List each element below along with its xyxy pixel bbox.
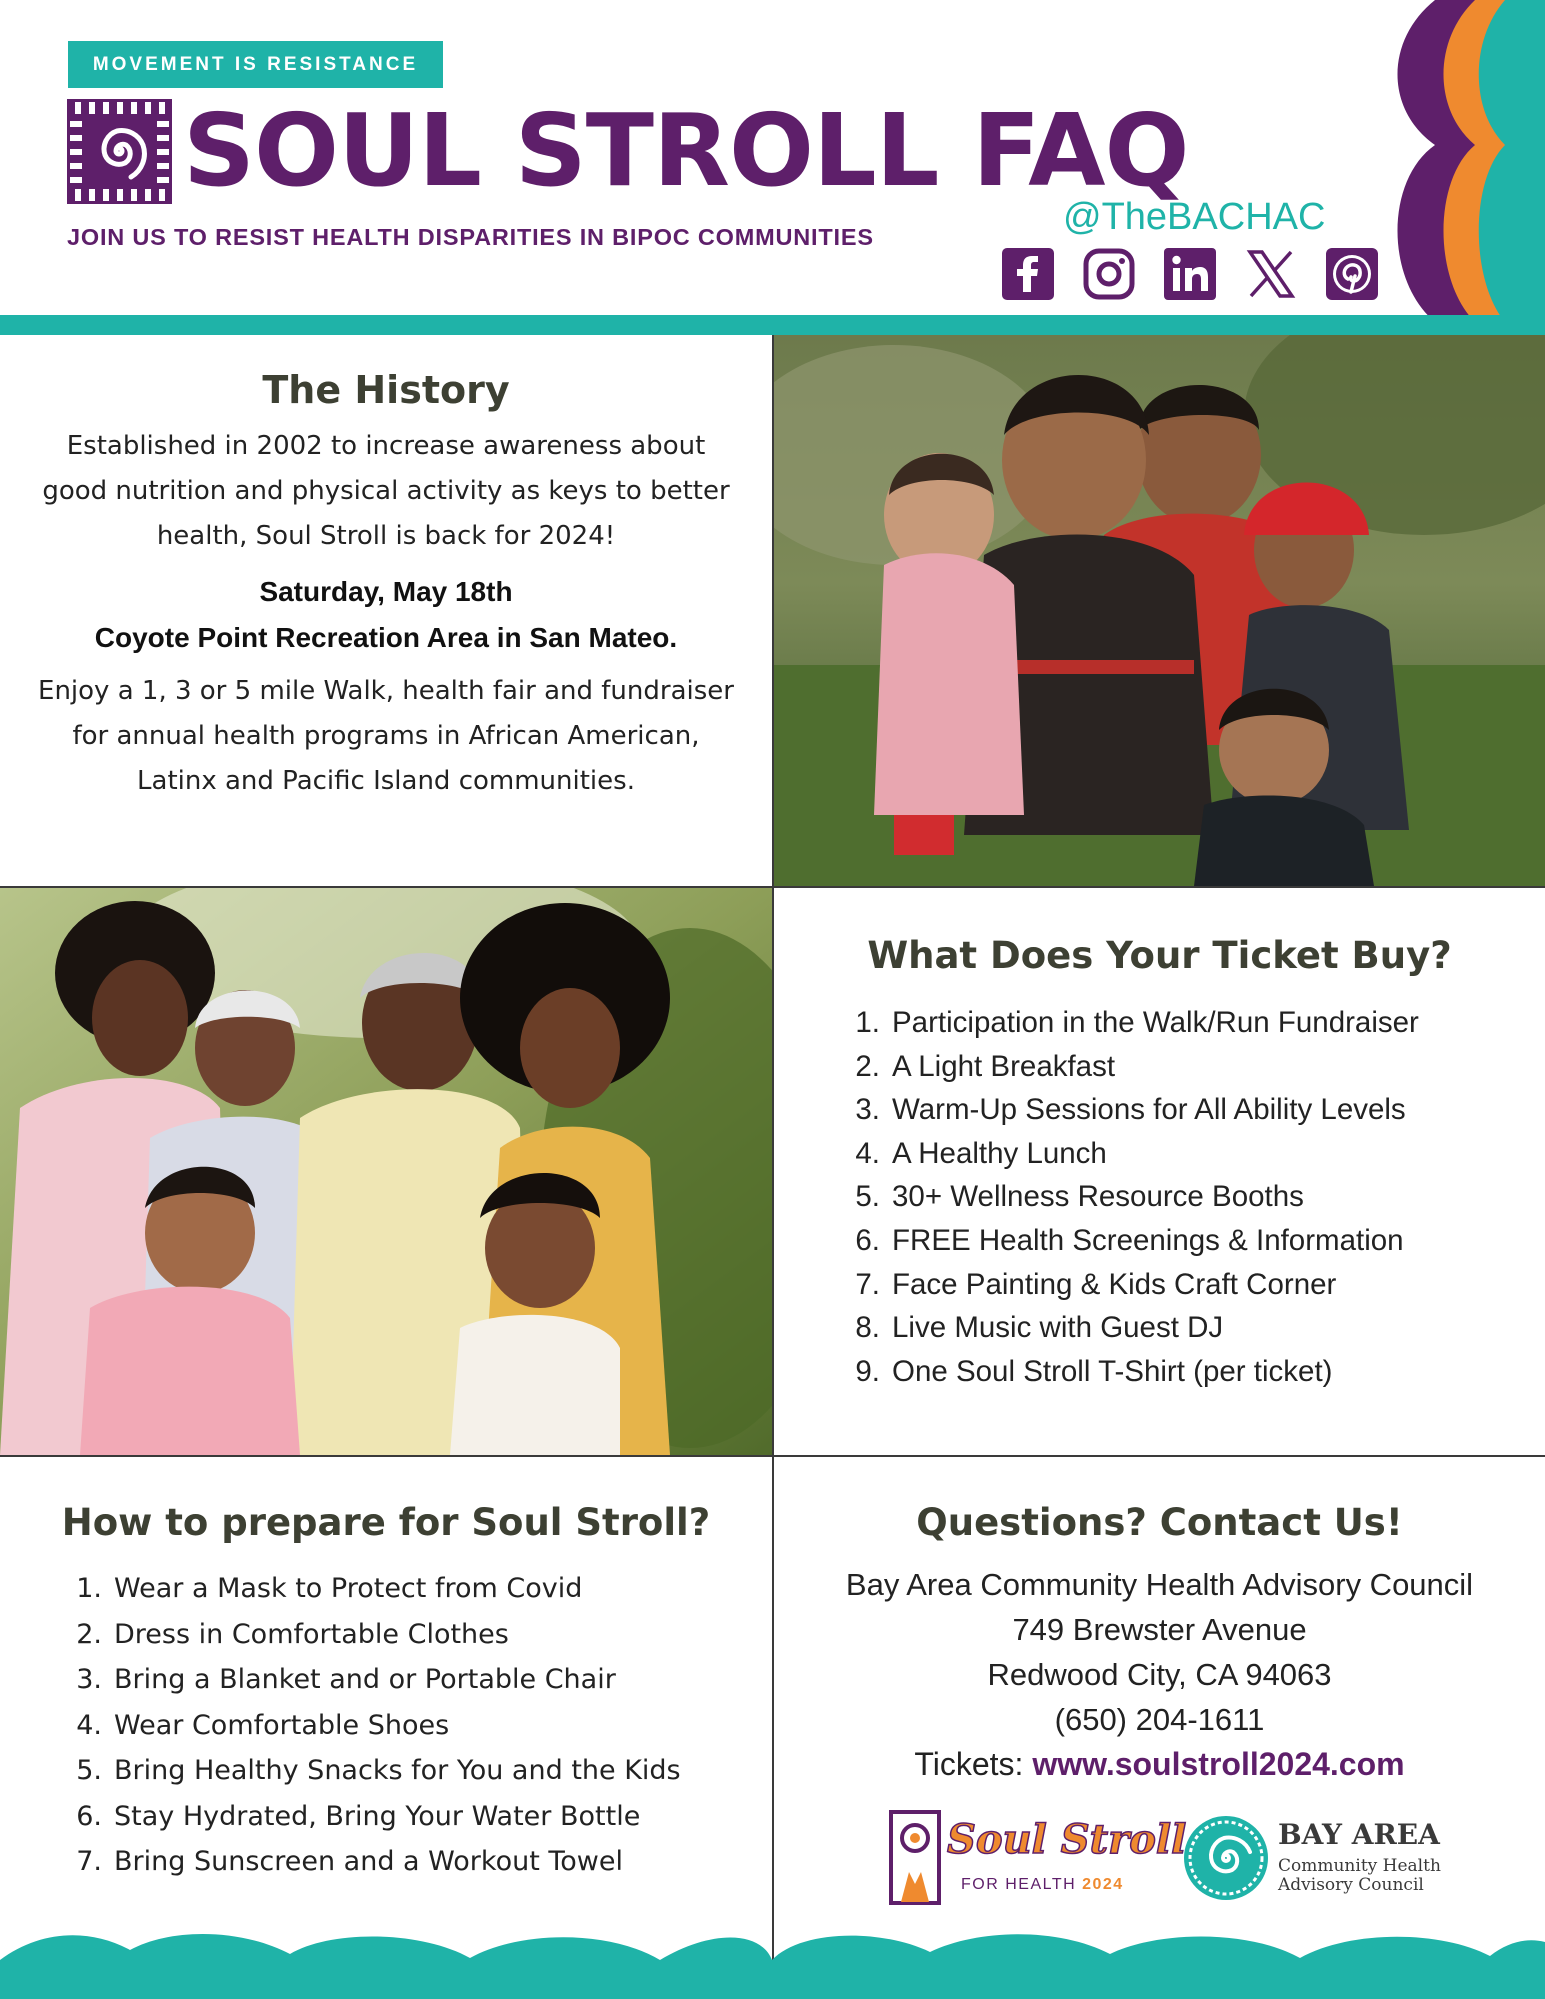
soul-stroll-mark-icon	[889, 1810, 941, 1905]
soul-stroll-wordmark: Soul Stroll	[947, 1816, 1187, 1863]
tagline-badge: MOVEMENT IS RESISTANCE	[68, 41, 443, 88]
list-item: 8. Live Music with Guest DJ	[855, 1311, 1224, 1345]
contact-org: Bay Area Community Health Advisory Council	[845, 1567, 1474, 1602]
decorative-waves	[1375, 0, 1545, 322]
history-intro: Established in 2002 to increase awareness about good nutrition and physical activity as keys to better health, Soul Stroll is back for 2024!	[42, 431, 730, 551]
soul-stroll-year: 2024	[1082, 1876, 1124, 1893]
contact-phone[interactable]: (650) 204-1611	[1054, 1702, 1265, 1737]
social-handle[interactable]: @TheBACHAC	[1063, 196, 1326, 238]
pinterest-icon[interactable]	[1326, 248, 1378, 300]
list-item: 7. Bring Sunscreen and a Workout Towel	[76, 1846, 623, 1877]
list-item: 1. Wear a Mask to Protect from Covid	[76, 1573, 583, 1604]
social-links	[1002, 248, 1378, 300]
bachac-name: BAY AREA	[1278, 1818, 1440, 1851]
prepare-heading: How to prepare for Soul Stroll?	[61, 1501, 711, 1544]
ticket-section	[774, 888, 1545, 1455]
list-item: 2. A Light Breakfast	[855, 1049, 1116, 1083]
list-item: 6. Stay Hydrated, Bring Your Water Bottle	[76, 1800, 641, 1832]
list-item: 4. A Healthy Lunch	[855, 1136, 1107, 1170]
list-item: 6. FREE Health Screenings & Information	[855, 1223, 1404, 1257]
event-date: Saturday, May 18th	[259, 576, 513, 607]
tickets-link[interactable]: www.soulstroll2024.com	[1032, 1746, 1405, 1782]
prepare-section	[0, 1457, 772, 1927]
tickets-line	[774, 1742, 1545, 1787]
history-section	[0, 335, 772, 886]
soul-stroll-logo	[889, 1810, 1187, 1905]
list-item: 3. Bring a Blanket and or Portable Chair	[76, 1664, 616, 1695]
bottom-waves	[0, 1930, 1545, 1999]
ticket-heading: What Does Your Ticket Buy?	[867, 934, 1452, 977]
bachac-line2: Advisory Council	[1278, 1875, 1424, 1895]
linkedin-icon[interactable]	[1164, 248, 1216, 300]
ticket-list	[846, 1001, 1545, 1393]
tickets-label: Tickets:	[914, 1746, 1024, 1782]
list-item: 7. Face Painting & Kids Craft Corner	[855, 1267, 1337, 1301]
history-heading: The History	[262, 368, 510, 412]
list-item: 5. 30+ Wellness Resource Booths	[855, 1180, 1304, 1214]
spiral-logo-icon	[67, 99, 172, 204]
bachac-line1: Community Health	[1278, 1856, 1441, 1876]
instagram-icon[interactable]	[1083, 248, 1135, 300]
event-location: Coyote Point Recreation Area in San Mateo.	[94, 622, 678, 653]
family-photo-1	[774, 335, 1545, 886]
list-item: 9. One Soul Stroll T-Shirt (per ticket)	[855, 1354, 1333, 1388]
page-title: SOUL STROLL FAQ	[183, 92, 1189, 209]
x-icon[interactable]	[1245, 248, 1297, 300]
bachac-spiral-icon	[1182, 1814, 1270, 1902]
list-item: 4. Wear Comfortable Shoes	[76, 1709, 450, 1741]
history-details: Enjoy a 1, 3 or 5 mile Walk, health fair and fundraiser for annual health programs in African American, Latinx and Pacific Island communities.	[38, 676, 734, 796]
list-item: 5. Bring Healthy Snacks for You and the Kids	[76, 1755, 681, 1786]
family-photo-2	[0, 888, 772, 1455]
bachac-logo	[1182, 1814, 1472, 1904]
contact-city: Redwood City, CA 94063	[987, 1657, 1332, 1692]
list-item: 2. Dress in Comfortable Clothes	[76, 1618, 509, 1650]
contact-street: 749 Brewster Avenue	[1012, 1612, 1307, 1647]
page-subtitle: JOIN US TO RESIST HEALTH DISPARITIES IN BIPOC COMMUNITIES	[67, 224, 874, 250]
list-item: 3. Warm-Up Sessions for All Ability Levels	[855, 1093, 1406, 1127]
facebook-icon[interactable]	[1002, 248, 1054, 300]
contact-section	[774, 1457, 1545, 1927]
header-divider	[0, 315, 1545, 335]
contact-heading: Questions? Contact Us!	[916, 1501, 1403, 1544]
prepare-list	[68, 1566, 772, 1885]
soul-stroll-sub: FOR HEALTH	[961, 1876, 1077, 1893]
list-item: 1. Participation in the Walk/Run Fundraiser	[855, 1006, 1419, 1039]
